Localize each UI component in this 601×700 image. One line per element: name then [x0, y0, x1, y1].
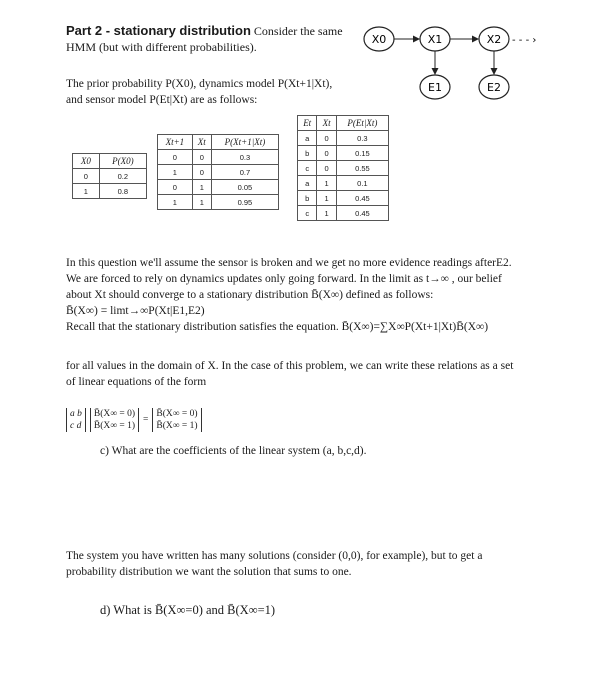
dynamics-cell: 0	[158, 180, 193, 195]
para1-line5: Recall that the stationary distribution satisfies the equation. B̄(X∞)=∑X∞P(Xt+1|Xt)B̄(X∞)	[66, 321, 489, 333]
sensor-cell: 0	[317, 161, 336, 176]
dynamics-header: P(Xt+1|Xt)	[211, 135, 278, 150]
table-row	[158, 195, 279, 210]
dynamics-header: Xt	[192, 135, 211, 150]
dynamics-cell: 0.7	[211, 165, 278, 180]
sensor-cell: 0	[317, 146, 336, 161]
para1-line2: We are forced to rely on dynamics updates only going forward. In the limit as t→∞ , our belief	[66, 273, 502, 285]
para2-line2: of linear equations of the form	[66, 376, 207, 388]
heading-line2: HMM (but with different probabilities).	[66, 40, 257, 54]
sensor-table	[297, 115, 389, 221]
sensor-cell: 0.45	[336, 191, 388, 206]
sensor-header: Et	[298, 116, 317, 131]
node-x0-label: X0	[371, 33, 387, 46]
para1-line3: about Xt should converge to a stationary distribution B̄(X∞) defined as follows:	[66, 289, 434, 301]
table-row	[158, 165, 279, 180]
dynamics-header-row	[158, 135, 279, 150]
node-x2-label: X2	[486, 33, 502, 46]
part-heading	[66, 23, 356, 55]
prior-cell: 0.2	[99, 169, 146, 184]
dynamics-cell: 1	[192, 195, 211, 210]
question-c: c) What are the coefficients of the linear system (a, b,c,d).	[100, 445, 367, 457]
sensor-cell: a	[298, 131, 317, 146]
table-row	[298, 176, 389, 191]
dynamics-cell: 0	[192, 165, 211, 180]
matrix-equation	[66, 408, 202, 432]
intro-line2: and sensor model P(Et|Xt) are as follows:	[66, 94, 258, 106]
table-row	[298, 131, 389, 146]
matrix-row-1: a b	[70, 409, 82, 419]
prior-header-row	[73, 154, 147, 169]
sensor-cell: 0.1	[336, 176, 388, 191]
prior-table	[72, 153, 147, 199]
belief-vector-right	[152, 408, 201, 432]
dynamics-cell: 1	[158, 165, 193, 180]
dynamics-cell: 0	[192, 150, 211, 165]
table-row	[298, 191, 389, 206]
node-x1-label: X1	[427, 33, 443, 46]
vector-entry-0: B̄(X∞ = 0)	[156, 409, 198, 419]
dynamics-cell: 0.05	[211, 180, 278, 195]
sensor-cell: 0.55	[336, 161, 388, 176]
table-row	[298, 206, 389, 221]
para3-line2: probability distribution we want the solution that sums to one.	[66, 566, 352, 578]
sensor-cell: a	[298, 176, 317, 191]
sensor-cell: 1	[317, 176, 336, 191]
dynamics-cell: 1	[192, 180, 211, 195]
vector-entry-0: B̄(X∞ = 0)	[93, 409, 136, 419]
sensor-cell: b	[298, 146, 317, 161]
para1-line4: B̄(X∞) = limt→∞P(Xt|E1,E2)	[66, 305, 205, 317]
sensor-cell: 0.45	[336, 206, 388, 221]
sensor-header-row	[298, 116, 389, 131]
para2-line1: for all values in the domain of X. In the case of this problem, we can write these relations as a set	[66, 360, 514, 372]
belief-vector-left	[90, 408, 139, 432]
table-row	[298, 146, 389, 161]
para3-line1: The system you have written has many solutions (consider (0,0), for example), but to get a	[66, 550, 483, 562]
dynamics-table	[157, 134, 279, 210]
table-row	[158, 150, 279, 165]
dynamics-cell: 0.95	[211, 195, 278, 210]
node-e2-label: E2	[487, 81, 501, 94]
sensor-header: P(Et|Xt)	[336, 116, 388, 131]
intro	[66, 76, 366, 108]
sensor-cell: 0.15	[336, 146, 388, 161]
dynamics-cell: 1	[158, 195, 193, 210]
sensor-cell: 1	[317, 191, 336, 206]
sensor-cell: 1	[317, 206, 336, 221]
vector-entry-1: B̄(X∞ = 1)	[156, 421, 198, 431]
vector-entry-1: B̄(X∞ = 1)	[93, 421, 136, 431]
paragraph-2	[66, 358, 586, 390]
sensor-cell: 0.3	[336, 131, 388, 146]
para1-line1: In this question we'll assume the sensor is broken and we get no more evidence readings afterE2.	[66, 257, 512, 269]
question-d: d) What is B̄(X∞=0) and B̄(X∞=1)	[100, 603, 276, 617]
sensor-cell: 0	[317, 131, 336, 146]
node-e1-label: E1	[428, 81, 442, 94]
table-row	[73, 169, 147, 184]
matrix-row-2: c d	[70, 421, 82, 431]
paragraph-1	[66, 255, 586, 335]
dynamics-cell: 0	[158, 150, 193, 165]
prior-header-x0: X0	[73, 154, 100, 169]
sensor-cell: c	[298, 161, 317, 176]
table-row	[158, 180, 279, 195]
hmm-diagram	[355, 18, 555, 103]
table-row	[298, 161, 389, 176]
sensor-cell: b	[298, 191, 317, 206]
prior-cell: 0	[73, 169, 100, 184]
paragraph-3	[66, 548, 586, 580]
heading-rest: Consider the same	[250, 24, 343, 38]
coefficient-matrix	[66, 408, 86, 432]
dynamics-cell: 0.3	[211, 150, 278, 165]
heading-bold: Part 2 - stationary distribution	[66, 23, 251, 38]
sensor-header: Xt	[317, 116, 336, 131]
chain-ellipsis: - - - ›	[512, 35, 537, 46]
prior-header-p: P(X0)	[99, 154, 146, 169]
dynamics-header: Xt+1	[158, 135, 193, 150]
prior-cell: 1	[73, 184, 100, 199]
sensor-cell: c	[298, 206, 317, 221]
prior-cell: 0.8	[99, 184, 146, 199]
intro-line1: The prior probability P(X0), dynamics model P(Xt+1|Xt),	[66, 78, 333, 90]
table-row	[73, 184, 147, 199]
equals-sign: =	[143, 415, 149, 425]
